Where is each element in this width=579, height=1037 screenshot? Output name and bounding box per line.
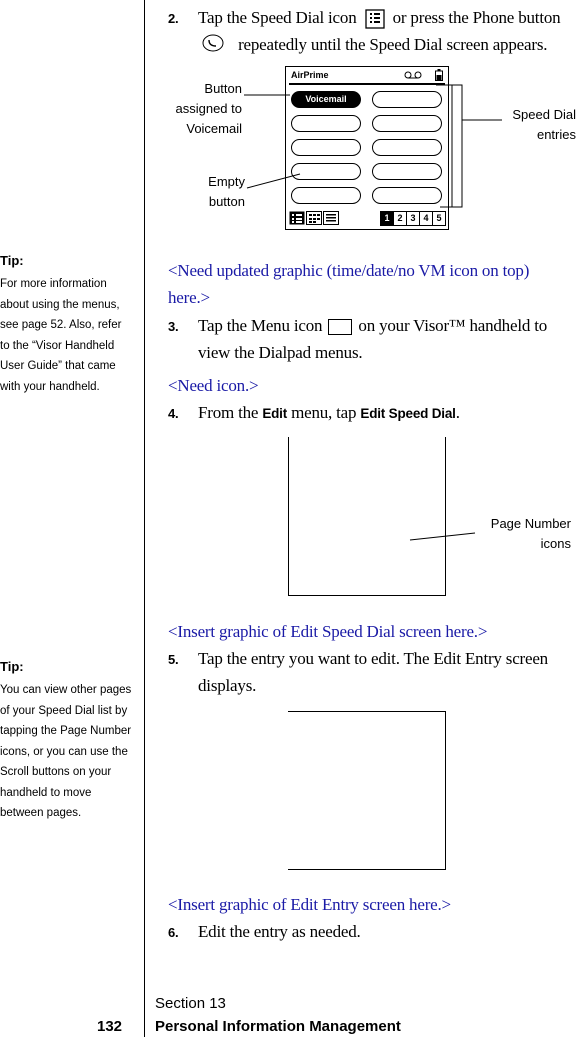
edit-entry-placeholder-frame xyxy=(288,711,446,870)
step-text: on your Visor™ handheld to view the Dialpad menus. xyxy=(198,316,548,362)
placeholder-note: <Insert graphic of Edit Speed Dial screen here.> xyxy=(168,622,488,641)
step-number: 3. xyxy=(168,319,179,334)
step-text: Edit the entry as needed. xyxy=(198,922,361,941)
tip-menus xyxy=(0,253,132,397)
page-tab[interactable]: 3 xyxy=(407,211,420,226)
tip-title: Tip: xyxy=(0,253,24,268)
step-text: Tap the Menu icon xyxy=(198,316,323,335)
tip-body: You can view other pages of your Speed Dial list by tapping the Page Number icons, or you can use the Scroll buttons on your handheld to move between pages. xyxy=(0,684,132,819)
step-4 xyxy=(168,399,573,427)
step-text: Tap the entry you want to edit. The Edit Entry screen displays. xyxy=(198,649,548,695)
footer-title: Personal Information Management xyxy=(155,1018,401,1035)
step-3 xyxy=(168,312,573,366)
placeholder-note: <Need icon.> xyxy=(168,376,259,395)
callout-leader-line xyxy=(400,520,480,545)
edit-speed-dial-placeholder-frame xyxy=(288,437,446,596)
tip-body: For more information about using the menus, see page 52. Also, refer to the “Visor Handheld User Guide” that came with your handheld. xyxy=(0,278,122,393)
step-text: or press the Phone button xyxy=(392,8,561,27)
callout-leader-lines xyxy=(0,0,579,260)
step-number: 2. xyxy=(168,11,179,26)
step-6 xyxy=(168,918,573,945)
callout-line: Empty xyxy=(208,174,245,189)
callout-line: assigned to xyxy=(175,101,242,116)
step-5 xyxy=(168,645,573,699)
tip-pages xyxy=(0,659,132,824)
placeholder-note: <Insert graphic of Edit Entry screen here.> xyxy=(168,895,451,914)
brand-label: AirPrime xyxy=(291,70,329,80)
tip-title: Tip: xyxy=(0,659,24,674)
step-number: 4. xyxy=(168,406,179,421)
menu-icon xyxy=(328,319,352,335)
step-text: menu, tap xyxy=(291,403,357,422)
callout-line: Button xyxy=(204,81,242,96)
step-text: . xyxy=(455,403,460,422)
step-number: 5. xyxy=(168,652,179,667)
step-text: Tap the Speed Dial icon xyxy=(198,8,357,27)
step-text: repeatedly until the Speed Dial screen appears. xyxy=(238,35,548,54)
callout-line: icons xyxy=(540,536,571,551)
callout-page-number-icons xyxy=(470,514,571,554)
command-name: Edit Speed Dial xyxy=(360,406,456,421)
page-tab[interactable]: 4 xyxy=(420,211,433,226)
placeholder-note: <Need updated graphic (time/date/no VM icon on top) here.> xyxy=(168,261,530,307)
page-tab[interactable]: 2 xyxy=(394,211,407,226)
page-number: 132 xyxy=(97,1018,123,1035)
page-tab[interactable]: 1 xyxy=(380,211,394,226)
callout-line: entries xyxy=(536,127,576,142)
menu-name: Edit xyxy=(262,406,288,421)
page-tab[interactable]: 5 xyxy=(433,211,446,226)
step-number: 6. xyxy=(168,925,179,940)
callout-line: Voicemail xyxy=(186,121,242,136)
callout-line: button xyxy=(208,194,245,209)
voicemail-entry[interactable]: Voicemail xyxy=(291,91,361,108)
callout-line: Page Number xyxy=(490,516,571,531)
step-text: From the xyxy=(198,403,259,422)
callout-line: Speed Dial xyxy=(512,107,576,122)
footer-section: Section 13 xyxy=(155,995,226,1012)
